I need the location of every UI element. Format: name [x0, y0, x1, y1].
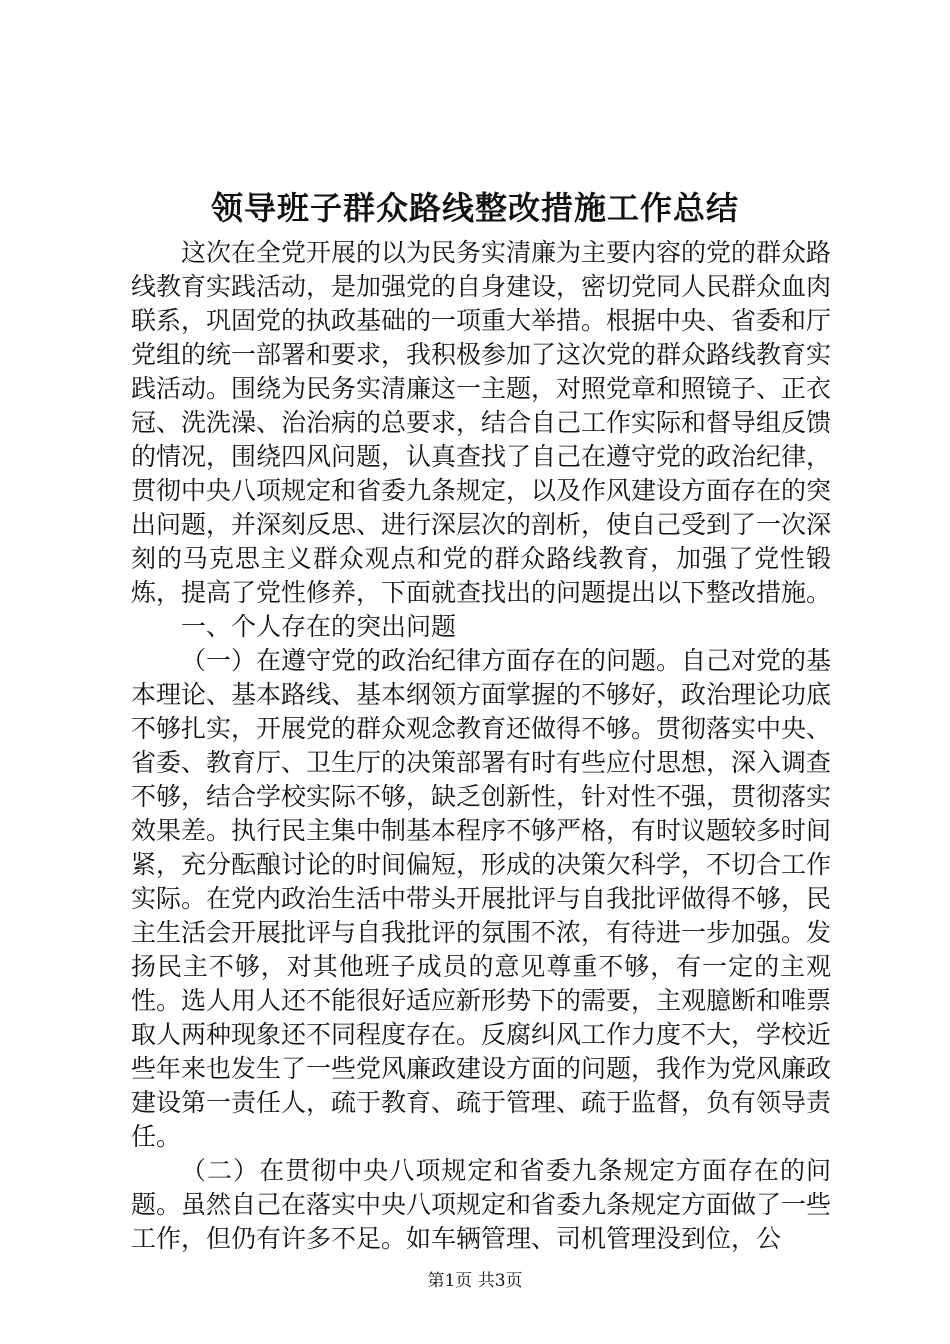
document-body: [131, 236, 831, 1256]
document-title: 领导班子群众路线整改措施工作总结: [210, 189, 739, 227]
intro-paragraph: 这次在全党开展的以为民务实清廉为主要内容的党的群众路线教育实践活动，是加强党的自身建设，密切党同人民群众血肉联系，巩固党的执政基础的一项重大举措。根据中央、省委和厅党组的统一部署和要求，我积极参加了这次党的群众路线教育实践活动。围绕为民务实清廉这一主题，对照党章和照镜子、正衣冠、洗洗澡、治治病的总要求，结合自己工作实际和督导组反馈的情况，围绕四风问题，认真查找了自己在遵守党的政治纪律，贯彻中央八项规定和省委九条规定，以及作风建设方面存在的突出问题，并深刻反思、进行深层次的剖析，使自己受到了一次深刻的马克思主义群众观点和党的群众路线教育，加强了党性锻炼，提高了党性修养，下面就查找出的问题提出以下整改措施。: [131, 238, 832, 607]
subsection-paragraph-2: （二）在贯彻中央八项规定和省委九条规定方面存在的问题。虽然自己在落实中央八项规定和省委九条规定方面做了一些工作，但仍有许多不足。如车辆管理、司机管理没到位，公: [131, 1156, 832, 1253]
page-number-footer: 第1页 共3页: [427, 1271, 523, 1291]
section-heading: 一、个人存在的突出问题: [181, 612, 457, 641]
subsection-paragraph-1: （一）在遵守党的政治纪律方面存在的问题。自己对党的基本理论、基本路线、基本纲领方面掌握的不够好，政治理论功底不够扎实，开展党的群众观念教育还做得不够。贯彻落实中央、省委、教育厅、卫生厅的决策部署有时有些应付思想，深入调查不够，结合学校实际不够，缺乏创新性，针对性不强，贯彻落实效果差。执行民主集中制基本程序不够严格，有时议题较多时间紧，充分酝酿讨论的时间偏短，形成的决策欠科学，不切合工作实际。在党内政治生活中带头开展批评与自我批评做得不够，民主生活会开展批评与自我批评的氛围不浓，有待进一步加强。发扬民主不够，对其他班子成员的意见尊重不够，有一定的主观性。选人用人还不能很好适应新形势下的需要，主观臆断和唯票取人两种现象还不同程度存在。反腐纠风工作力度不大，学校近些年来也发生了一些党风廉政建设方面的问题，我作为党风廉政建设第一责任人，疏于教育、疏于管理、疏于监督，负有领导责任。: [131, 646, 832, 1151]
